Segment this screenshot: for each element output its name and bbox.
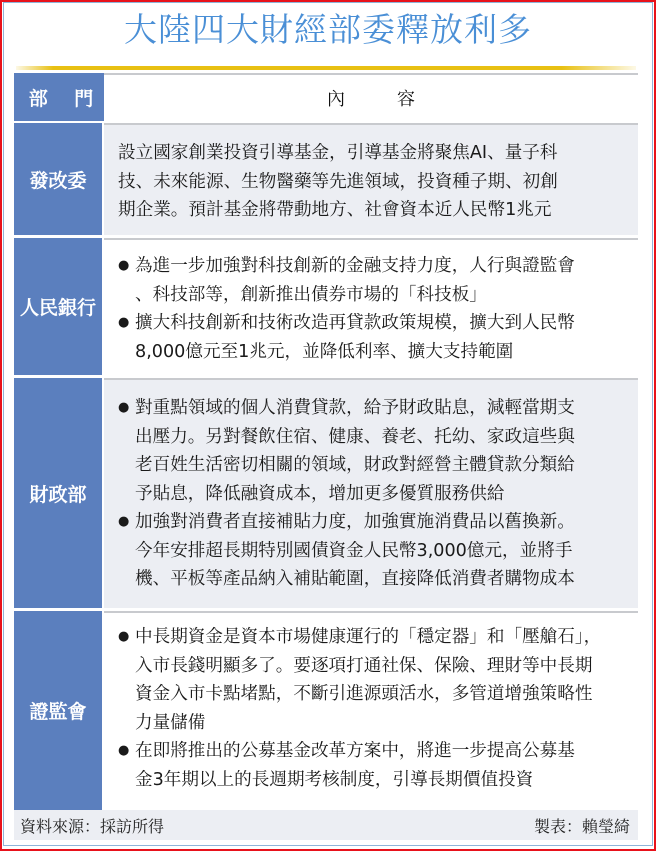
- table-header-row: [14, 73, 638, 121]
- bullet-item: [118, 737, 624, 794]
- text-line: 、科技部等，創新推出債券市場的「科技板」: [135, 284, 487, 305]
- text-line: 設立國家創業投資引導基金，引導基金將聚焦AI、量子科: [118, 143, 558, 163]
- bullet-item: [118, 623, 624, 737]
- infographic-title: 大陸四大財經部委釋放利多: [124, 10, 532, 49]
- source-credit: 資料來源：採訪所得: [20, 817, 165, 836]
- text-line: ● 對重點領域的個人消費貸款，給予財政貼息，減輕當期支: [135, 398, 575, 418]
- row-text: [118, 139, 624, 225]
- footer-bar: [14, 810, 638, 840]
- table-row-mof: [14, 378, 638, 608]
- text-line: ● 中長期資金是資本市場健康運行的「穩定器」和「壓艙石」，: [135, 627, 602, 647]
- dept-cell: 人民銀行: [14, 238, 102, 375]
- gold-divider: [16, 66, 636, 70]
- text-line: 今年安排超長期特別國債資金人民幣3,000億元，並將手: [135, 540, 573, 561]
- table-row-pboc: [14, 238, 638, 375]
- content-cell: [104, 123, 638, 235]
- header-dept: 部 門: [14, 73, 110, 121]
- text-line: ● 擴大科技創新和技術改造再貸款政策規模，擴大到人民幣: [135, 313, 575, 333]
- text-line: ● 在即將推出的公募基金改革方案中，將進一步提高公募基: [135, 741, 575, 761]
- content-cell: [104, 611, 638, 810]
- dept-cell: 財政部: [14, 378, 102, 608]
- text-line: 予貼息，降低融資成本，增加更多優質服務供給: [135, 483, 505, 504]
- text-line: 老百姓生活密切相關的領域，財政對經營主體貸款分類給: [135, 455, 575, 475]
- text-line: 8,000億元至1兆元，並降低利率、擴大支持範圍: [135, 341, 514, 362]
- table-row-csrc: [14, 611, 638, 810]
- header-content-char: 容: [397, 89, 415, 110]
- row-text: [118, 252, 624, 366]
- text-line: ● 為進一步加強對科技創新的金融支持力度，人行與證監會: [135, 256, 575, 276]
- dept-cell: 發改委: [14, 123, 102, 235]
- text-line: 技、未來能源、生物醫藥等先進領域，投資種子期、初創: [118, 171, 558, 192]
- text-line: 力量儲備: [135, 712, 206, 733]
- dept-cell: 證監會: [14, 611, 102, 810]
- header-content-char: 內: [327, 89, 345, 110]
- bullet-item: [118, 252, 624, 309]
- text-line: 資金入市卡點堵點，不斷引進源頭活水，多管道增強策略性: [135, 684, 593, 704]
- content-cell: [104, 378, 638, 608]
- bullet-item: [118, 508, 624, 594]
- text-line: 出壓力。另對餐飲住宿、健康、養老、托幼、家政這些與: [135, 426, 575, 447]
- maker-credit: 製表：賴瑩綺: [533, 817, 630, 836]
- content-cell: [104, 238, 638, 375]
- text-line: ● 加強對消費者直接補貼力度，加強實施消費品以舊換新。: [135, 512, 575, 532]
- bullet-item: [118, 394, 624, 508]
- header-content: [104, 73, 638, 121]
- row-text: [118, 394, 624, 594]
- text-line: 期企業。預計基金將帶動地方、社會資本近人民幣1兆元: [118, 200, 552, 220]
- row-text: [118, 623, 624, 794]
- text-line: 入市長錢明顯多了。要逐項打通社保、保險、理財等中長期: [135, 655, 593, 676]
- bullet-item: [118, 309, 624, 366]
- text-line: 機、平板等產品納入補貼範圍，直接降低消費者購物成本: [135, 569, 575, 589]
- table-row-ndrc: [14, 123, 638, 235]
- text-line: 金3年期以上的長週期考核制度，引導長期價值投資: [135, 769, 534, 790]
